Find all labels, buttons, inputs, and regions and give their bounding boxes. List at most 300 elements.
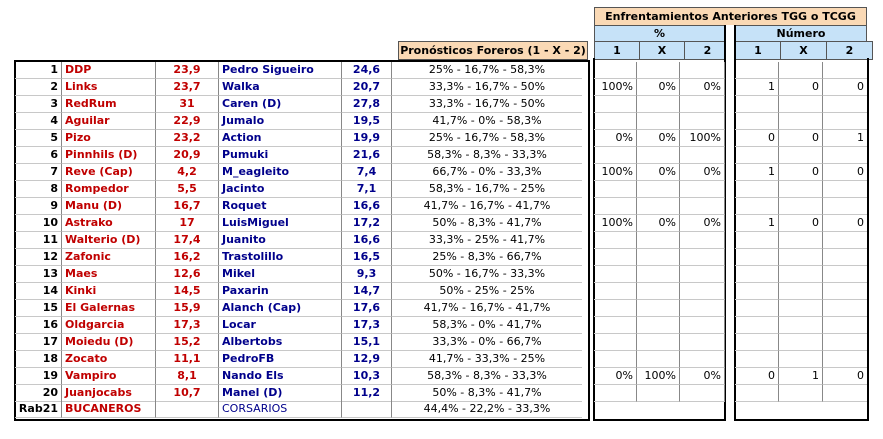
count-cell: 0 <box>779 79 823 96</box>
score-home: 23,9 <box>156 62 219 79</box>
count-cell <box>823 385 867 402</box>
team-away: Alanch (Cap) <box>219 300 342 317</box>
gap <box>725 113 735 130</box>
table-row <box>15 215 582 232</box>
count-cell <box>735 113 779 130</box>
pronostico: 66,7% - 0% - 33,3% <box>392 164 582 181</box>
score-home: 16,7 <box>156 198 219 215</box>
team-home: Zafonic <box>62 249 156 266</box>
pct-cell <box>594 334 637 351</box>
row-number: 19 <box>15 368 62 385</box>
score-away: 7,4 <box>342 164 392 181</box>
pct-cell <box>680 198 725 215</box>
pct-cell: 0% <box>680 368 725 385</box>
gap <box>725 198 735 215</box>
score-home: 17,3 <box>156 317 219 334</box>
pct-cell <box>637 198 680 215</box>
score-home: 12,6 <box>156 266 219 283</box>
score-home <box>156 401 219 418</box>
pct-cell <box>637 385 680 402</box>
count-cell <box>735 283 779 300</box>
team-home: Zocato <box>62 351 156 368</box>
pct-cell <box>594 62 637 79</box>
pct-cell <box>680 266 725 283</box>
row-number: 16 <box>15 317 62 334</box>
count-cell <box>735 62 779 79</box>
table-row <box>15 164 582 181</box>
pct-cell <box>680 300 725 317</box>
score-away: 16,6 <box>342 198 392 215</box>
count-cell <box>779 283 823 300</box>
score-away: 16,6 <box>342 232 392 249</box>
count-cell <box>823 283 867 300</box>
team-away: Mikel <box>219 266 342 283</box>
count-cell: 1 <box>823 130 867 147</box>
count-cell: 1 <box>735 215 779 232</box>
pct-header: % <box>594 25 725 42</box>
score-home: 8,1 <box>156 368 219 385</box>
count-cell <box>823 181 867 198</box>
row-number: 10 <box>15 215 62 232</box>
gap <box>725 266 735 283</box>
gap <box>725 232 735 249</box>
count-cell <box>823 351 867 368</box>
pronostico: 58,3% - 0% - 41,7% <box>392 317 582 334</box>
pct-cell <box>680 232 725 249</box>
pct-cell <box>637 266 680 283</box>
pct-cell <box>594 300 637 317</box>
table-row <box>15 300 582 317</box>
history-row <box>594 266 867 283</box>
pct-cell <box>637 62 680 79</box>
pct-cell <box>594 249 637 266</box>
history-row <box>594 334 867 351</box>
pct-cell <box>594 232 637 249</box>
table-row <box>15 198 582 215</box>
history-row <box>594 130 867 147</box>
team-home: Pizo <box>62 130 156 147</box>
score-away: 27,8 <box>342 96 392 113</box>
pct-cell <box>680 385 725 402</box>
count-cell <box>735 385 779 402</box>
score-home: 4,2 <box>156 164 219 181</box>
row-number: 8 <box>15 181 62 198</box>
pronostico: 58,3% - 8,3% - 33,3% <box>392 147 582 164</box>
count-cell <box>779 96 823 113</box>
pct-cell: 100% <box>680 130 725 147</box>
pct-cell <box>680 317 725 334</box>
gap <box>725 164 735 181</box>
pct-cell <box>637 317 680 334</box>
pct-cell <box>594 317 637 334</box>
score-away <box>342 401 392 418</box>
score-away: 15,1 <box>342 334 392 351</box>
row-number: 9 <box>15 198 62 215</box>
score-away: 16,5 <box>342 249 392 266</box>
pct-cell <box>637 334 680 351</box>
score-home: 11,1 <box>156 351 219 368</box>
count-cell <box>779 351 823 368</box>
pronostico: 50% - 8,3% - 41,7% <box>392 385 582 402</box>
score-home: 14,5 <box>156 283 219 300</box>
pct-cell: 0% <box>594 130 637 147</box>
count-cell <box>779 249 823 266</box>
pct-cell: 0% <box>680 215 725 232</box>
count-cell <box>823 62 867 79</box>
table-row <box>15 351 582 368</box>
pct-cell <box>594 96 637 113</box>
score-home: 22,9 <box>156 113 219 130</box>
table-row <box>15 249 582 266</box>
score-home: 10,7 <box>156 385 219 402</box>
count-cell <box>735 351 779 368</box>
team-home: Reve (Cap) <box>62 164 156 181</box>
row-number: 12 <box>15 249 62 266</box>
pronostico: 33,3% - 16,7% - 50% <box>392 79 582 96</box>
pronostico: 25% - 16,7% - 58,3% <box>392 62 582 79</box>
score-away: 19,9 <box>342 130 392 147</box>
gap <box>725 283 735 300</box>
pct-cell: 0% <box>637 130 680 147</box>
pct-cell <box>594 113 637 130</box>
pct-col-x: X <box>639 41 685 60</box>
pct-cell <box>637 113 680 130</box>
count-cell <box>823 249 867 266</box>
pct-cell: 100% <box>637 368 680 385</box>
pct-cell <box>594 385 637 402</box>
table-row <box>15 232 582 249</box>
table-row <box>15 317 582 334</box>
team-home: Links <box>62 79 156 96</box>
gap <box>725 300 735 317</box>
team-away: Pedro Sigueiro <box>219 62 342 79</box>
pct-cell <box>594 283 637 300</box>
count-cell: 0 <box>735 368 779 385</box>
table-row <box>15 283 582 300</box>
team-home: Walterio (D) <box>62 232 156 249</box>
gap <box>725 351 735 368</box>
count-cell <box>823 232 867 249</box>
score-home: 23,2 <box>156 130 219 147</box>
table-row-rab21 <box>15 401 582 418</box>
count-cell <box>735 198 779 215</box>
team-away: Albertobs <box>219 334 342 351</box>
count-cell: 0 <box>823 215 867 232</box>
pct-cell: 100% <box>594 215 637 232</box>
team-away: Walka <box>219 79 342 96</box>
team-away: Locar <box>219 317 342 334</box>
team-away: Nando Els <box>219 368 342 385</box>
count-cell <box>779 334 823 351</box>
pct-cell <box>637 351 680 368</box>
pct-col-2: 2 <box>684 41 731 60</box>
count-cell <box>823 198 867 215</box>
pronostico: 50% - 25% - 25% <box>392 283 582 300</box>
count-cell <box>735 147 779 164</box>
history-row <box>594 232 867 249</box>
pronostico: 25% - 8,3% - 66,7% <box>392 249 582 266</box>
count-cell <box>735 181 779 198</box>
score-home: 5,5 <box>156 181 219 198</box>
count-cell: 0 <box>823 368 867 385</box>
table-row <box>15 79 582 96</box>
count-cell <box>779 317 823 334</box>
team-away: Trastolillo <box>219 249 342 266</box>
row-number: 7 <box>15 164 62 181</box>
team-home: Aguilar <box>62 113 156 130</box>
row-number: 1 <box>15 62 62 79</box>
gap <box>725 147 735 164</box>
pct-cell <box>680 96 725 113</box>
team-home: Pinnhils (D) <box>62 147 156 164</box>
pct-col-1: 1 <box>594 41 640 60</box>
history-row <box>594 79 867 96</box>
history-row <box>594 164 867 181</box>
row-number: 5 <box>15 130 62 147</box>
team-away: Manel (D) <box>219 385 342 402</box>
pct-cell <box>637 300 680 317</box>
row-number: 6 <box>15 147 62 164</box>
pronostico: 33,3% - 16,7% - 50% <box>392 96 582 113</box>
count-cell: 0 <box>735 130 779 147</box>
score-home: 15,9 <box>156 300 219 317</box>
count-cell <box>779 113 823 130</box>
pct-cell <box>680 181 725 198</box>
team-home: Manu (D) <box>62 198 156 215</box>
table-row <box>15 266 582 283</box>
count-cell <box>779 62 823 79</box>
gap <box>725 79 735 96</box>
history-row <box>594 385 867 402</box>
pct-cell: 100% <box>594 164 637 181</box>
count-cell <box>735 317 779 334</box>
score-away: 17,6 <box>342 300 392 317</box>
gap <box>725 215 735 232</box>
history-row <box>594 351 867 368</box>
score-away: 17,3 <box>342 317 392 334</box>
pct-cell <box>594 147 637 164</box>
history-row <box>594 181 867 198</box>
history-row <box>594 249 867 266</box>
count-cell <box>735 232 779 249</box>
count-cell <box>779 198 823 215</box>
pct-cell: 0% <box>680 164 725 181</box>
pronostico: 50% - 8,3% - 41,7% <box>392 215 582 232</box>
count-cell: 0 <box>823 164 867 181</box>
pronostico: 41,7% - 16,7% - 41,7% <box>392 198 582 215</box>
count-cell <box>823 317 867 334</box>
count-cell <box>823 147 867 164</box>
team-away: Roquet <box>219 198 342 215</box>
score-away: 12,9 <box>342 351 392 368</box>
team-away: Jumalo <box>219 113 342 130</box>
row-number: 18 <box>15 351 62 368</box>
pct-cell <box>637 96 680 113</box>
row-number: 14 <box>15 283 62 300</box>
gap <box>725 96 735 113</box>
pct-cell <box>680 283 725 300</box>
gap <box>725 368 735 385</box>
row-number: 17 <box>15 334 62 351</box>
team-away: Pumuki <box>219 147 342 164</box>
count-cell <box>823 113 867 130</box>
count-cell <box>779 147 823 164</box>
pct-cell: 0% <box>637 164 680 181</box>
team-away: CORSARIOS <box>219 401 342 418</box>
table-row <box>15 147 582 164</box>
pct-cell <box>680 113 725 130</box>
count-cell <box>779 181 823 198</box>
history-row <box>594 300 867 317</box>
gap <box>725 62 735 79</box>
pct-cell <box>594 266 637 283</box>
pronostico: 44,4% - 22,2% - 33,3% <box>392 401 582 418</box>
pct-cell <box>680 62 725 79</box>
pronostico: 50% - 16,7% - 33,3% <box>392 266 582 283</box>
table-row <box>15 334 582 351</box>
history-row <box>594 283 867 300</box>
history-row <box>594 96 867 113</box>
gap <box>725 334 735 351</box>
row-number: 13 <box>15 266 62 283</box>
pct-cell <box>637 181 680 198</box>
score-home: 15,2 <box>156 334 219 351</box>
row-number: 4 <box>15 113 62 130</box>
gap <box>725 317 735 334</box>
team-away: Juanito <box>219 232 342 249</box>
score-home: 17 <box>156 215 219 232</box>
count-cell <box>735 334 779 351</box>
history-row <box>594 113 867 130</box>
pct-cell <box>637 249 680 266</box>
enfrentamientos-title: Enfrentamientos Anteriores TGG o TCGG <box>594 7 867 26</box>
pct-cell <box>594 351 637 368</box>
num-col-2: 2 <box>826 41 873 60</box>
history-row <box>594 215 867 232</box>
team-home: Rompedor <box>62 181 156 198</box>
score-away: 9,3 <box>342 266 392 283</box>
pct-cell <box>680 351 725 368</box>
pronostico: 41,7% - 16,7% - 41,7% <box>392 300 582 317</box>
count-cell <box>779 385 823 402</box>
team-away: PedroFB <box>219 351 342 368</box>
pct-cell <box>594 181 637 198</box>
pronostico: 33,3% - 25% - 41,7% <box>392 232 582 249</box>
table-row <box>15 130 582 147</box>
score-home: 16,2 <box>156 249 219 266</box>
row-number: 11 <box>15 232 62 249</box>
pct-cell <box>680 249 725 266</box>
history-row <box>594 317 867 334</box>
pronosticos-header: Pronósticos Foreros (1 - X - 2) <box>398 41 588 60</box>
count-cell <box>823 266 867 283</box>
score-away: 24,6 <box>342 62 392 79</box>
team-home: BUCANEROS <box>62 401 156 418</box>
score-home: 17,4 <box>156 232 219 249</box>
score-away: 17,2 <box>342 215 392 232</box>
count-cell <box>779 232 823 249</box>
score-home: 31 <box>156 96 219 113</box>
table-row <box>15 385 582 402</box>
num-col-1: 1 <box>735 41 781 60</box>
row-number: 2 <box>15 79 62 96</box>
gap <box>725 181 735 198</box>
table-row <box>15 62 582 79</box>
count-cell: 0 <box>823 79 867 96</box>
row-number: Rab21 <box>15 401 62 418</box>
team-home: RedRum <box>62 96 156 113</box>
row-number: 20 <box>15 385 62 402</box>
gap <box>725 249 735 266</box>
row-number: 15 <box>15 300 62 317</box>
score-away: 11,2 <box>342 385 392 402</box>
team-home: Oldgarcia <box>62 317 156 334</box>
team-home: El Galernas <box>62 300 156 317</box>
team-home: DDP <box>62 62 156 79</box>
history-row <box>594 147 867 164</box>
score-away: 7,1 <box>342 181 392 198</box>
history-row <box>594 368 867 385</box>
score-away: 21,6 <box>342 147 392 164</box>
score-away: 14,7 <box>342 283 392 300</box>
score-home: 23,7 <box>156 79 219 96</box>
team-home: Juanjocabs <box>62 385 156 402</box>
history-row <box>594 198 867 215</box>
pct-cell <box>594 198 637 215</box>
num-header: Número <box>735 25 867 42</box>
pct-cell: 0% <box>680 79 725 96</box>
count-cell <box>823 300 867 317</box>
table-row <box>15 113 582 130</box>
team-home: Astrako <box>62 215 156 232</box>
score-away: 19,5 <box>342 113 392 130</box>
team-away: Jacinto <box>219 181 342 198</box>
pct-cell <box>680 147 725 164</box>
table-row <box>15 368 582 385</box>
team-away: Action <box>219 130 342 147</box>
pronostico: 58,3% - 8,3% - 33,3% <box>392 368 582 385</box>
pct-cell <box>637 283 680 300</box>
team-away: Caren (D) <box>219 96 342 113</box>
team-home: Kinki <box>62 283 156 300</box>
pct-cell: 0% <box>594 368 637 385</box>
count-cell: 0 <box>779 130 823 147</box>
pct-cell: 0% <box>637 215 680 232</box>
count-cell: 0 <box>779 215 823 232</box>
count-cell: 1 <box>735 79 779 96</box>
score-home: 20,9 <box>156 147 219 164</box>
pct-cell <box>680 334 725 351</box>
pronostico: 41,7% - 0% - 58,3% <box>392 113 582 130</box>
count-cell <box>735 249 779 266</box>
pct-cell <box>637 232 680 249</box>
count-cell <box>735 300 779 317</box>
count-cell <box>823 96 867 113</box>
gap <box>725 130 735 147</box>
count-cell: 0 <box>779 164 823 181</box>
score-away: 20,7 <box>342 79 392 96</box>
table-row <box>15 96 582 113</box>
count-cell <box>823 334 867 351</box>
count-cell: 1 <box>779 368 823 385</box>
team-home: Maes <box>62 266 156 283</box>
team-home: Moiedu (D) <box>62 334 156 351</box>
pronostico: 41,7% - 33,3% - 25% <box>392 351 582 368</box>
pct-cell: 100% <box>594 79 637 96</box>
gap <box>725 385 735 402</box>
count-cell <box>779 300 823 317</box>
count-cell <box>735 266 779 283</box>
